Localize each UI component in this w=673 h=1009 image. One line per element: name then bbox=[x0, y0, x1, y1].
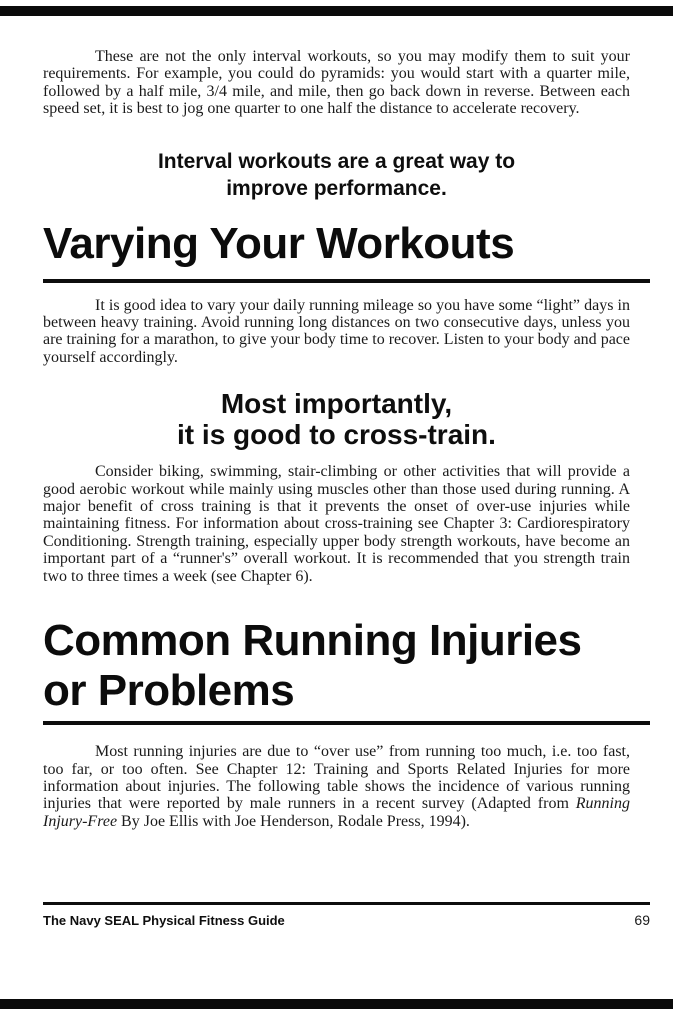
footer-book-title: The Navy SEAL Physical Fitness Guide bbox=[43, 913, 285, 929]
heading-line: Common Running Injuries bbox=[43, 616, 582, 666]
scan-edge-bottom-bar bbox=[0, 999, 673, 1009]
paragraph-vary-mileage: It is good idea to vary your daily running mileage so you have some “light” days in between heavy training. Avoid running long distances on two consecutive days, unless you are training for a marathon, to give your body time to recover. Listen to your body and pace yourself accordingly. bbox=[43, 296, 630, 366]
book-reference-italic: Running Injury-Free bbox=[43, 795, 630, 830]
heading-line: or Problems bbox=[43, 666, 295, 716]
paragraph-interval-workouts: These are not the only interval workouts, so you may modify them to suit your requirements. For example, you could do pyramids: you would start with a quarter mile, followed by a half mile, 3/4 mile, and mile, then go back down in reverse. Between each speed set, it is best to jog one quarter to one half the distance to accelerate recovery. bbox=[43, 48, 630, 118]
page-footer bbox=[43, 912, 650, 928]
paragraph-text: Most running injuries are due to “over use” from running too much, i.e. too fast, too far, or too often. See Chapter 12: Training and Sports Related Injuries for more information about injuries. The following table shows the incidence of various running injuries that were reported by male runners in a recent survey (Adapted from bbox=[43, 743, 630, 813]
callout-cross-train bbox=[43, 388, 650, 450]
footer-rule bbox=[43, 902, 650, 905]
heading-varying-your-workouts: Varying Your Workouts bbox=[43, 218, 515, 268]
paragraph-text: By Joe Ellis with Joe Henderson, Rodale Press, 1994). bbox=[117, 812, 470, 830]
footer-page-number: 69 bbox=[634, 912, 650, 929]
paragraph-cross-training: Consider biking, swimming, stair-climbing or other activities that will provide a good aerobic workout while mainly using muscles other than those used during running. A major benefit of cross training is that it prevents the onset of over-use injuries while maintaining fitness. For information about cross-training see Chapter 3: Cardiorespiratory Conditioning. Strength training, especially upper body strength workouts, have become an important part of a “runner's” overall workout. It is recommended that you strength train two to three times a week (see Chapter 6). bbox=[43, 463, 630, 585]
callout-line: it is good to cross-train. bbox=[177, 419, 496, 451]
page-content bbox=[43, 0, 650, 928]
section-rule bbox=[43, 721, 650, 725]
scan-edge-top-bar bbox=[0, 6, 673, 16]
callout-line: Most importantly, bbox=[220, 388, 453, 420]
heading-common-running-injuries bbox=[43, 616, 650, 716]
callout-interval-performance bbox=[43, 148, 650, 202]
callout-line: improve performance. bbox=[226, 176, 447, 200]
section-rule bbox=[43, 279, 650, 283]
callout-line: Interval workouts are a great way to bbox=[157, 149, 516, 173]
paragraph-running-injuries bbox=[43, 743, 650, 830]
